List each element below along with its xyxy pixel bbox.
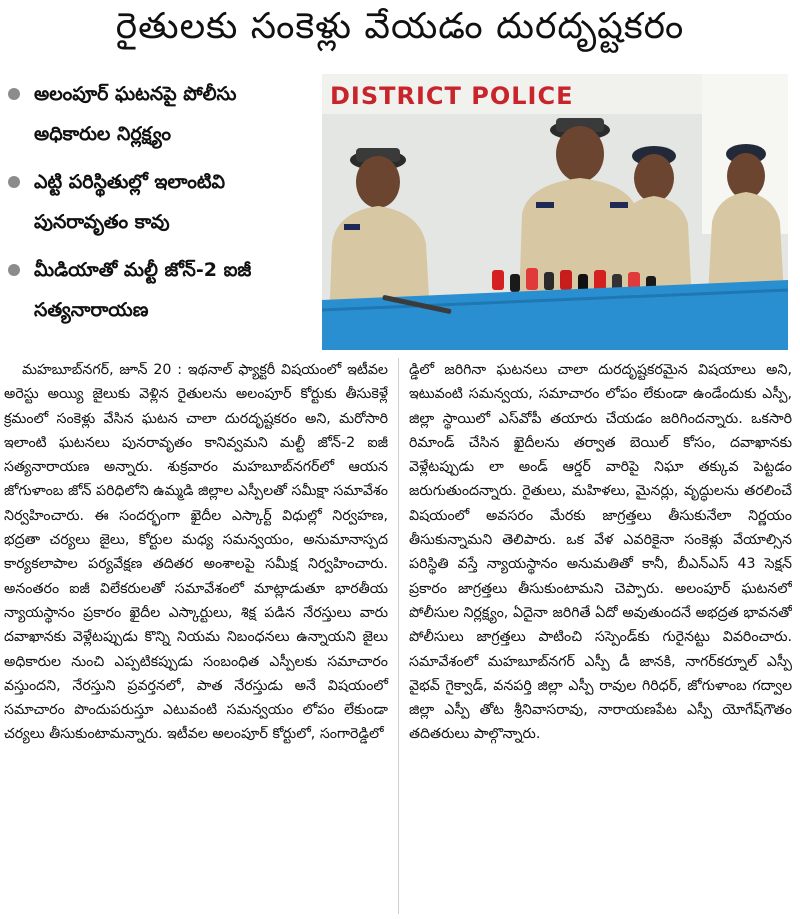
article-column-right xyxy=(398,358,792,914)
headline: రైతులకు సంకెళ్లు వేయడం దురదృష్టకరం xyxy=(115,6,685,47)
bullet-icon xyxy=(8,264,20,276)
article-body xyxy=(4,358,794,914)
article-column-left xyxy=(4,358,398,914)
highlight-text: మీడియాతో మల్టీ జోన్-2 ఐజీ సత్యనారాయణ xyxy=(34,259,252,321)
highlight-item xyxy=(8,250,316,330)
highlights-list xyxy=(8,74,316,350)
highlight-item xyxy=(8,74,316,154)
bullet-icon xyxy=(8,176,20,188)
highlight-item xyxy=(8,162,316,242)
press-meet-photo xyxy=(322,74,788,350)
article-paragraph: మహబూబ్‌నగర్, జూన్ 20 : ఇథనాల్ ఫ్యాక్టరీ విషయంలో ఇటీవల అరెస్టు అయ్యి జైలుకు వెళ్లిన రైతులను అలంపూర్ కోర్టుకు తీసుకెళ్లే క్రమంలో సంకెళ్లు వేసిన ఘటన చాలా దురదృష్టకరం అని, మరోసారి ఇలాంటి ఘటనలు పునరావృతం కానివ్వమని మల్టీ జోన్-2 ఐజీ సత్యనారాయణ అన్నారు. శుక్రవారం మహబూబ్‌నగర్‌లో ఆయన జోగుళాంబ జోన్ పరిధిలోని ఉమ్మడి జిల్లాల ఎస్పీలతో సమీక్షా సమావేశం నిర్వహించారు. ఈ సందర్భంగా ఖైదీల ఎస్కార్ట్ విధుల్లో నిర్వహణ, భద్రతా చర్యలు జైలు, కోర్టుల మధ్య సమన్వయం, అనుమానాస్పద కార్యకలాపాల పర్యవేక్షణ తదితర అంశాలపై సమీక్ష నిర్వహించారు. అనంతరం ఐజీ విలేకరులతో సమావేశంలో మాట్లాడుతూ భారతీయ న్యాయస్థానం ప్రకారం ఖైదీల ఎస్కార్టులు, శిక్ష పడిన నేరస్తులు వారు దవాఖానకు వెళ్లేటప్పుడు కొన్ని నియమ నిబంధనలు ఉన్నాయని జైలు అధికారుల నుంచి ఎప్పటికప్పుడు సంబంధిత ఎస్పీలకు సమాచారం వస్తుందని, నేరస్తుని ప్రవర్తనలో, పాత నేరస్తుడు అనే విషయంలో సమాచారం పొందుపరుస్తూ ఎటువంటి సమన్వయం లోపం లేకుండా చర్యలు తీసుకుంటామన్నారు. ఇటీవల అలంపూర్ కోర్టులో, సంగారెడ్డిలో xyxy=(4,362,388,743)
highlight-text: ఎట్టి పరిస్థితుల్లో ఇలాంటివి పునరావృతం కావు xyxy=(34,171,226,233)
highlight-text: అలంపూర్ ఘటనపై పోలీసు అధికారుల నిర్లక్ష్యం xyxy=(34,83,237,145)
banner-text: DISTRICT POLICE xyxy=(330,82,574,110)
article-paragraph: డ్డిలో జరిగినా ఘటనలు చాలా దురదృష్టకరమైన విషయాలు అని, ఇటువంటి సమన్వయ, సమాచారం లోపం లేకుండా ఉండేందుకు ఎస్పీ, జిల్లా స్థాయిలో ఎస్‌వోపీ తయారు చేయడం జరిగిందన్నారు. ఒకసారి రిమాండ్ చేసిన ఖైదీలను తర్వాత బెయిల్ కోసం, దవాఖానకు వెళ్లేటప్పుడు లా అండ్ ఆర్డర్ వారిపై నిఘా తక్కువ పెట్టడం జరుగుతుందన్నారు. రైతులు, మహిళలు, మైనర్లు, వృద్ధులను తరలించే విషయంలో అవసరం మేరకు జాగ్రత్తలు తీసుకునేలా నిర్ణయం తీసుకున్నామని తెలిపారు. ఒక వేళ ఎవరికైనా సంకెళ్లు వేయాల్సిన పరిస్థితి వస్తే న్యాయస్థానం అనుమతితో కానీ, బీఎన్ఎస్ 43 సెక్షన్ ప్రకారం జాగ్రత్తలు తీసుకుంటామని చెప్పారు. అలంపూర్ ఘటనలో పోలీసుల నిర్లక్ష్యం, ఏదైనా జరిగితే ఏదో అవుతుందనే అభద్రత భావనతో పోలీసులు జాగ్రత్తలు పాటించి సస్పెండ్‌కు గురైనట్టు వివరించారు. సమావేశంలో మహబూబ్‌నగర్ ఎస్పీ డీ జానకి, నాగర్‌కర్నూల్ ఎస్పీ వైభవ్ గైక్వాడ్, వనపర్తి జిల్లా ఎస్పీ రావుల గిరిధర్, జోగుళాంబ గద్వాల జిల్లా ఎస్పీ తోట శ్రీనివాసరావు, నారాయణపేట ఎస్పీ యోగేష్‌గౌతం తదితరులు పాల్గొన్నారు. xyxy=(409,362,792,743)
bullet-icon xyxy=(8,88,20,100)
